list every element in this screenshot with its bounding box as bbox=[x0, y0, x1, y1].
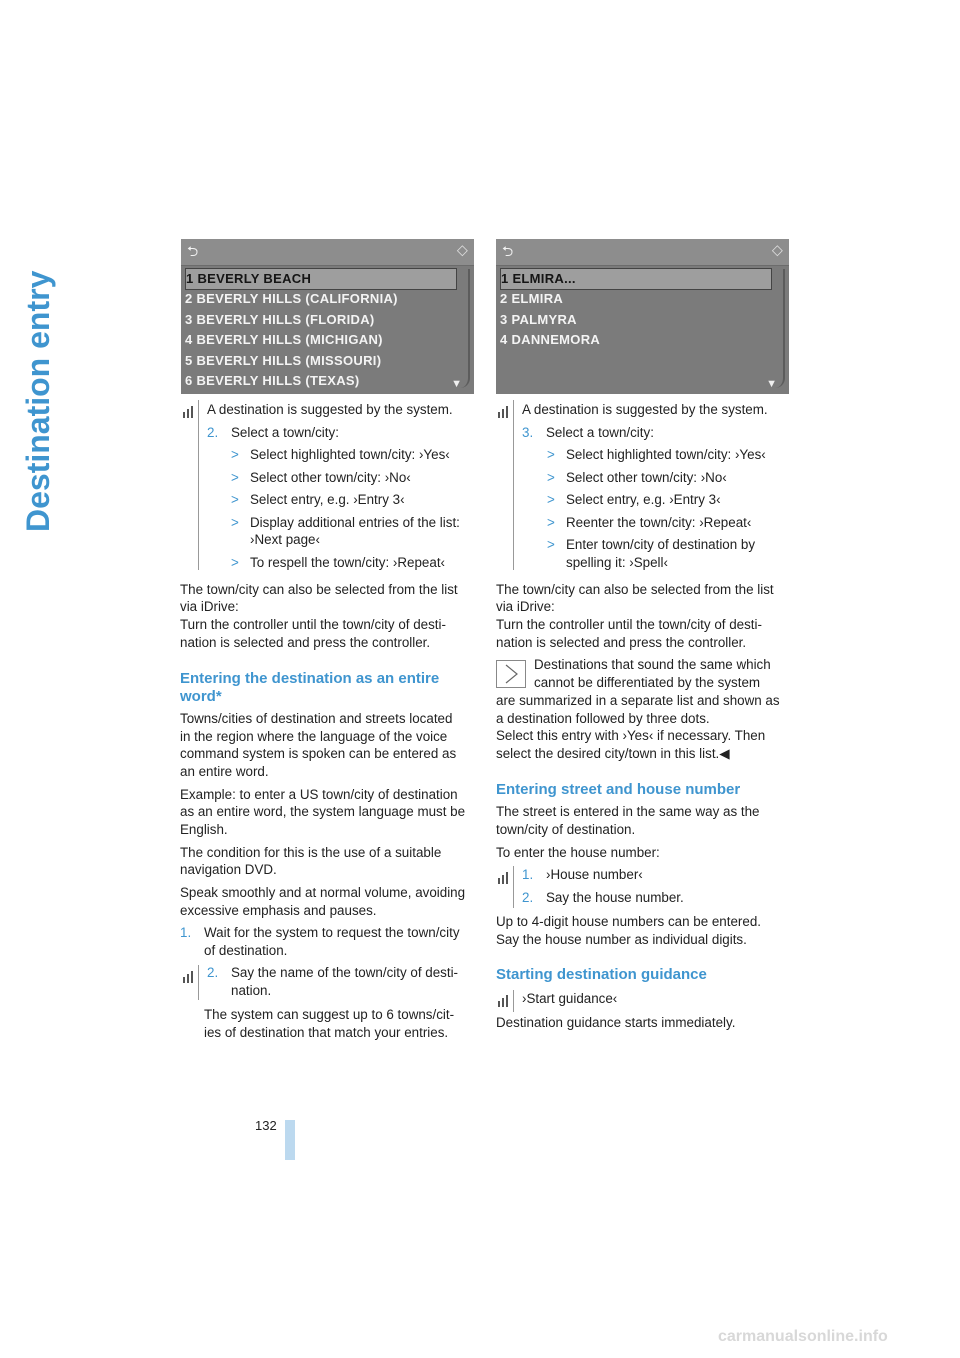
voice-command-icon bbox=[182, 405, 196, 419]
bullet-item: To respell the town/city: ›Repeat‹ bbox=[250, 555, 445, 570]
section-heading: Starting destination guidance bbox=[496, 966, 707, 983]
back-arrow-icon: ⮌ bbox=[187, 243, 199, 259]
paragraph-line: The system can suggest up to 6 towns/cit- bbox=[204, 1007, 455, 1022]
step-text: Say the house number. bbox=[546, 890, 684, 905]
voice-command-icon bbox=[497, 994, 511, 1008]
screenshot-right bbox=[496, 239, 789, 394]
page-marker-bar bbox=[285, 1120, 295, 1160]
paragraph-line: in the region where the language of the voice bbox=[180, 729, 448, 744]
bullet-marker: > bbox=[547, 492, 555, 507]
list-item: 4 BEVERLY HILLS (MICHIGAN) bbox=[185, 332, 383, 347]
step-text: Say the name of the town/city of desti- bbox=[231, 965, 459, 980]
step-number: 2. bbox=[207, 965, 219, 980]
scrollbar bbox=[454, 269, 470, 388]
paragraph-line: Say the house number as individual digits. bbox=[496, 932, 747, 947]
scrollbar bbox=[769, 269, 785, 388]
back-arrow-icon: ⮌ bbox=[502, 243, 514, 259]
list-item: 1 BEVERLY BEACH bbox=[185, 268, 457, 290]
bullet-marker: > bbox=[231, 515, 239, 530]
note-line: Select this entry with ›Yes‹ if necessary. Then bbox=[496, 728, 766, 743]
paragraph-line: Example: to enter a US town/city of destination bbox=[180, 787, 458, 802]
voice-block-border bbox=[513, 400, 514, 570]
bullet-marker: > bbox=[547, 470, 555, 485]
bullet-item: Enter town/city of destination by bbox=[566, 537, 756, 552]
paragraph-line: an entire word. bbox=[180, 764, 269, 779]
step-number: 2. bbox=[207, 425, 219, 440]
paragraph-line: Destination guidance starts immediately. bbox=[496, 1015, 736, 1030]
bullet-marker: > bbox=[231, 492, 239, 507]
paragraph-line: To enter the house number: bbox=[496, 845, 660, 860]
voice-block-border bbox=[513, 990, 514, 1012]
paragraph-line: ies of destination that match your entries. bbox=[204, 1025, 449, 1040]
section-heading: word* bbox=[180, 688, 222, 705]
paragraph-line: Speak smoothly and at normal volume, avoiding bbox=[180, 885, 466, 900]
section-heading: Entering street and house number bbox=[496, 781, 741, 798]
paragraph-line: via iDrive: bbox=[180, 599, 239, 614]
paragraph-line: Turn the controller until the town/city of desti- bbox=[180, 617, 446, 632]
section-title: Destination entry bbox=[20, 270, 56, 532]
step-number: 2. bbox=[522, 890, 534, 905]
paragraph-line: command system is spoken can be entered as bbox=[180, 746, 457, 761]
paragraph-line: town/city of destination. bbox=[496, 822, 636, 837]
paragraph-line: via iDrive: bbox=[496, 599, 555, 614]
screenshot-left bbox=[181, 239, 474, 394]
bullet-item: Select entry, e.g. ›Entry 3‹ bbox=[566, 492, 721, 507]
note-icon bbox=[496, 660, 526, 688]
paragraph-line: Up to 4-digit house numbers can be entered. bbox=[496, 914, 762, 929]
bullet-item: Select highlighted town/city: ›Yes‹ bbox=[566, 447, 766, 462]
paragraph-line: English. bbox=[180, 822, 228, 837]
navigation-arrows-icon: ⬦ bbox=[771, 242, 783, 259]
list-item: 3 PALMYRA bbox=[500, 312, 577, 327]
note-line: select the desired city/town in this list.◀ bbox=[496, 746, 730, 761]
voice-block-border bbox=[198, 965, 199, 1000]
bullet-marker: > bbox=[231, 470, 239, 485]
bullet-item: Select other town/city: ›No‹ bbox=[566, 470, 727, 485]
step-text: of destination. bbox=[204, 943, 288, 958]
list-item: 2 BEVERLY HILLS (CALIFORNIA) bbox=[185, 291, 398, 306]
bullet-item: Select highlighted town/city: ›Yes‹ bbox=[250, 447, 450, 462]
step-text: Select a town/city: bbox=[231, 425, 339, 440]
voice-command-icon bbox=[497, 405, 511, 419]
step-number: 1. bbox=[522, 867, 534, 882]
bullet-marker: > bbox=[547, 447, 555, 462]
voice-command-icon bbox=[182, 970, 196, 984]
list-item: 6 BEVERLY HILLS (TEXAS) bbox=[185, 373, 360, 388]
paragraph-line: nation is selected and press the controller. bbox=[496, 635, 747, 650]
bullet-item: Reenter the town/city: ›Repeat‹ bbox=[566, 515, 752, 530]
bullet-item: Select other town/city: ›No‹ bbox=[250, 470, 411, 485]
step-text: Select a town/city: bbox=[546, 425, 654, 440]
paragraph-line: Turn the controller until the town/city of desti- bbox=[496, 617, 762, 632]
bullet-marker: > bbox=[231, 555, 239, 570]
voice-block-border bbox=[513, 866, 514, 908]
paragraph-line: The street is entered in the same way as the bbox=[496, 804, 760, 819]
step-text: Wait for the system to request the town/city bbox=[204, 925, 460, 940]
bullet-marker: > bbox=[547, 515, 555, 530]
paragraph-line: excessive emphasis and pauses. bbox=[180, 903, 377, 918]
navigation-arrows-icon: ⬦ bbox=[456, 242, 468, 259]
paragraph-line: The town/city can also be selected from the list bbox=[180, 582, 458, 597]
bullet-item: Select entry, e.g. ›Entry 3‹ bbox=[250, 492, 405, 507]
note-line: Destinations that sound the same which bbox=[534, 657, 771, 672]
bullet-item: spelling it: ›Spell‹ bbox=[566, 555, 668, 570]
page-number: 132 bbox=[255, 1118, 277, 1133]
paragraph-line: The town/city can also be selected from the list bbox=[496, 582, 774, 597]
voice-command: ›Start guidance‹ bbox=[522, 991, 618, 1006]
voice-command-icon bbox=[497, 871, 511, 885]
section-heading: Entering the destination as an entire bbox=[180, 670, 440, 687]
scroll-down-icon: ▼ bbox=[451, 378, 462, 390]
list-item: 1 ELMIRA... bbox=[500, 268, 772, 290]
scroll-down-icon: ▼ bbox=[766, 378, 777, 390]
paragraph-line: navigation DVD. bbox=[180, 862, 277, 877]
note-line: cannot be differentiated by the system bbox=[534, 675, 761, 690]
list-item: 5 BEVERLY HILLS (MISSOURI) bbox=[185, 353, 382, 368]
step-text: nation. bbox=[231, 983, 272, 998]
list-item: 2 ELMIRA bbox=[500, 291, 564, 306]
voice-block-border bbox=[198, 400, 199, 570]
bullet-item: ›Next page‹ bbox=[250, 532, 320, 547]
step-text: ›House number‹ bbox=[546, 867, 643, 882]
screen-topbar bbox=[181, 239, 474, 266]
bullet-marker: > bbox=[547, 537, 555, 552]
bullet-item: Display additional entries of the list: bbox=[250, 515, 460, 530]
paragraph-line: The condition for this is the use of a suitable bbox=[180, 845, 442, 860]
bullet-marker: > bbox=[231, 447, 239, 462]
voice-intro: A destination is suggested by the system. bbox=[522, 402, 768, 417]
list-item: 4 DANNEMORA bbox=[500, 332, 601, 347]
paragraph-line: as an entire word, the system language must be bbox=[180, 804, 466, 819]
note-line: a destination followed by three dots. bbox=[496, 711, 710, 726]
voice-intro: A destination is suggested by the system. bbox=[207, 402, 453, 417]
screen-topbar bbox=[496, 239, 789, 266]
step-number: 1. bbox=[180, 925, 192, 940]
note-line: are summarized in a separate list and shown as bbox=[496, 693, 780, 708]
list-item: 3 BEVERLY HILLS (FLORIDA) bbox=[185, 312, 375, 327]
step-number: 3. bbox=[522, 425, 534, 440]
paragraph-line: nation is selected and press the controller. bbox=[180, 635, 431, 650]
watermark: carmanualsonline.info bbox=[718, 1328, 888, 1345]
paragraph-line: Towns/cities of destination and streets located bbox=[180, 711, 453, 726]
